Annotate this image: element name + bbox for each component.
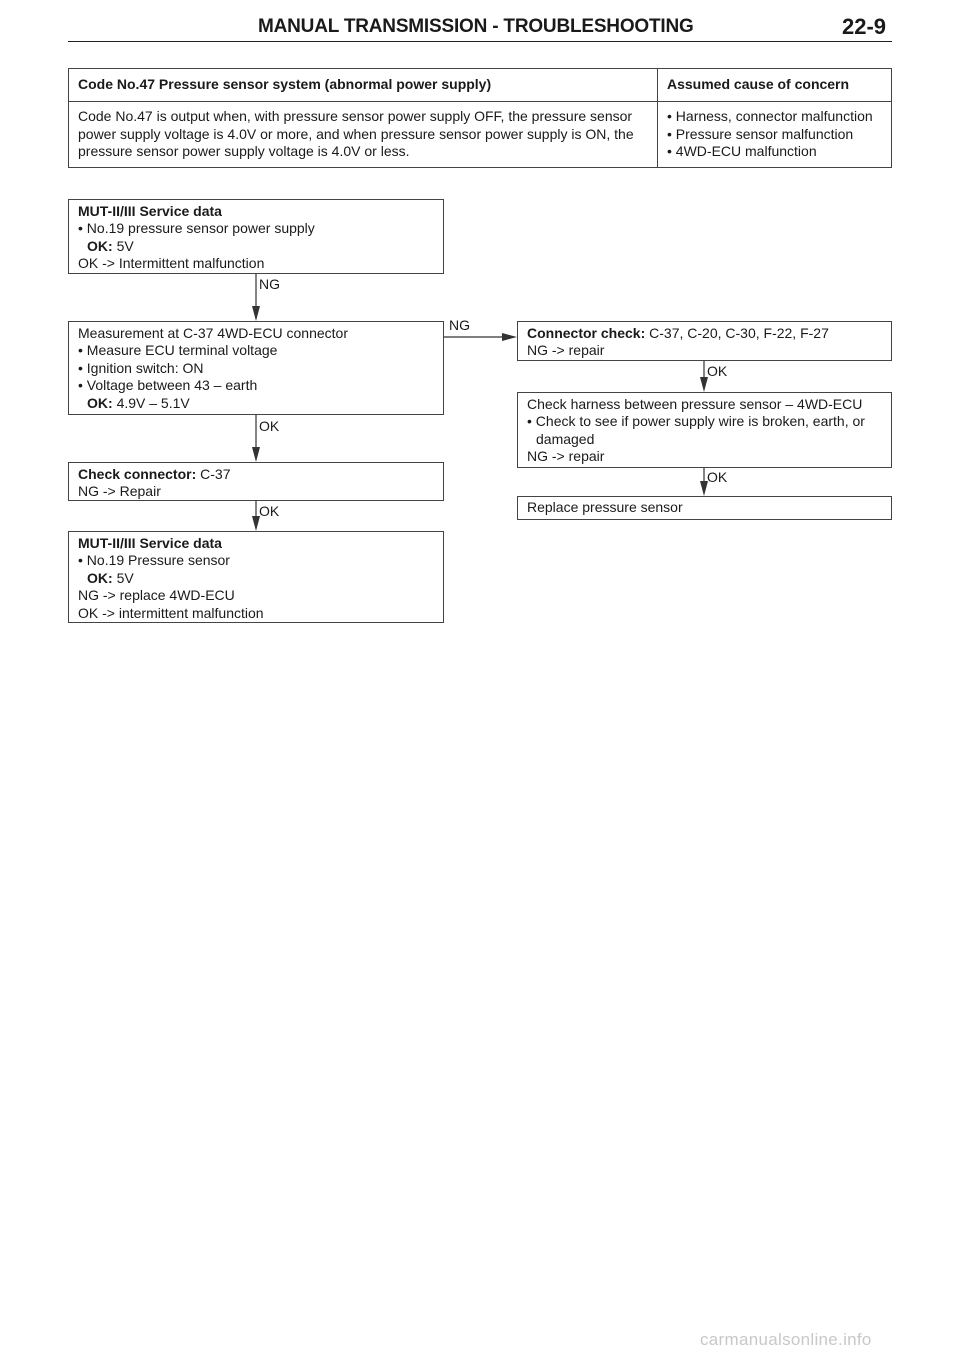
box-title [527,325,882,342]
box-title: MUT-II/III Service data [78,535,222,551]
ok-value: 5V [116,569,134,586]
ok-criteria [78,395,434,412]
box-title-bold: Connector check: [527,325,646,341]
page-number: 22-9 [842,14,887,39]
box-title-bold: Check connector: [78,466,197,482]
code-header: Code No.47 Pressure sensor system (abnormal power supply) [69,69,658,102]
watermark: carmanualsonline.info [700,1330,872,1349]
ok-value: 5V [116,237,134,254]
box-result: NG -> repair [527,448,605,465]
flow-box-harness-check [517,392,892,468]
label-b6-b7: OK [707,469,728,485]
ok-criteria [78,238,434,255]
label-b3-b4: OK [259,503,280,519]
flow-box-replace-sensor [517,496,892,520]
flow-box-connector-check [517,321,892,361]
box-title: Check harness between pressure sensor – 4WD-ECU [527,396,863,412]
flow-box-check-connector [68,462,444,501]
arrowhead-b5-b6 [700,377,708,392]
flow-box-ecu-measurement [68,321,444,415]
ok-value: 4.9V – 5.1V [116,394,190,411]
arrowhead-b2-b3 [252,447,260,462]
box-title: MUT-II/III Service data [78,203,222,219]
box-item: • Ignition switch: ON [78,359,204,376]
box-title: Replace pressure sensor [527,499,683,515]
box-item: • No.19 Pressure sensor [78,552,230,569]
code-description: Code No.47 is output when, with pressure sensor power supply OFF, the pressure sensor power supply voltage is 4.0V or more, and when pressure sensor power supply is ON, the pressure sensor power supply voltage is 4.0V or less. [69,102,658,168]
page-title: MANUAL TRANSMISSION - TROUBLESHOOTING [258,16,694,37]
box-title [78,466,434,483]
ok-label: OK: [87,237,113,254]
cause-item: • 4WD-ECU malfunction [667,143,817,159]
cause-item: • Pressure sensor malfunction [667,125,854,142]
ok-criteria [78,570,434,587]
box-result: OK -> Intermittent malfunction [78,255,265,272]
box-result: OK -> intermittent malfunction [78,604,264,621]
box-item: • Measure ECU terminal voltage [78,342,278,359]
box-result: NG -> Repair [78,483,161,500]
label-b2-b3: OK [259,418,280,434]
box-item: • Voltage between 43 – earth [78,377,258,394]
label-b1-b2: NG [259,276,280,292]
box-title: Measurement at C-37 4WD-ECU connector [78,325,348,341]
box-item: • No.19 pressure sensor power supply [78,220,315,237]
box-title-value: C-37, C-20, C-30, F-22, F-27 [649,325,829,341]
cause-item: • Harness, connector malfunction [667,108,873,124]
flow-box-mut-pressure-sensor [68,531,444,623]
label-b5-b6: OK [707,363,728,379]
box-result: NG -> replace 4WD-ECU [78,587,235,604]
flow-box-mut-power-supply [68,199,444,274]
ok-label: OK: [87,394,113,411]
arrowhead-b2-b5 [502,333,517,341]
box-result: NG -> repair [527,342,605,359]
ok-label: OK: [87,569,113,586]
box-item-continued: damaged [536,430,595,447]
box-title-value: C-37 [200,466,231,482]
label-b2-b5: NG [449,317,470,333]
box-item: • Check to see if power supply wire is broken, earth, or [527,413,865,430]
arrowhead-b1-b2 [252,306,260,321]
cause-header: Assumed cause of concern [658,69,892,102]
